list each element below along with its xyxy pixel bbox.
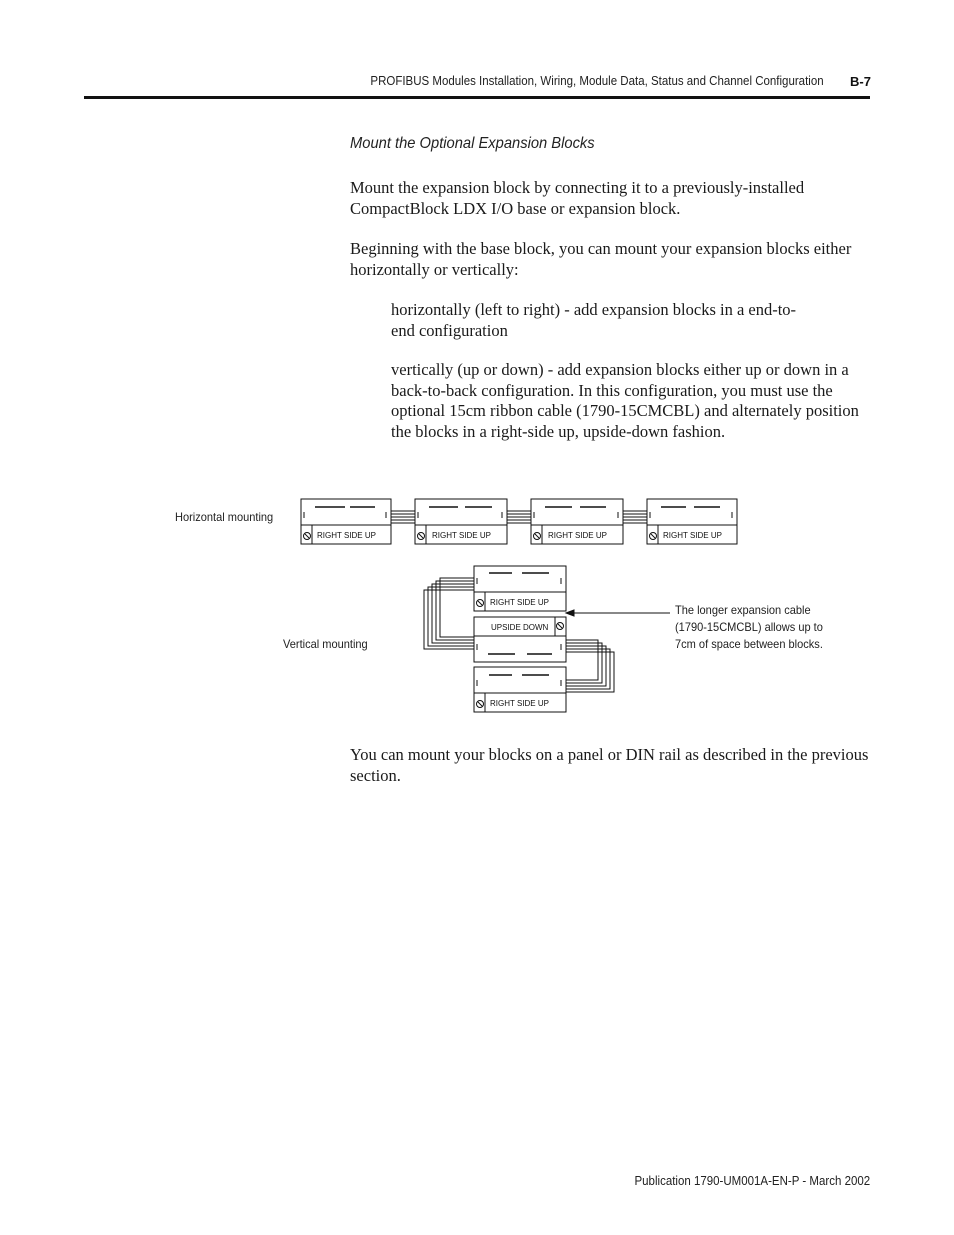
ribbon-cable-right (566, 640, 614, 692)
paragraph-panel-din: You can mount your blocks on a panel or DIN rail as described in the previous section. (350, 745, 869, 785)
ribbon-connector (391, 511, 415, 523)
page-number: B-7 (850, 74, 871, 89)
bullet-vertical: vertically (up or down) - add expansion blocks either up or down in a back-to-back configuration. In this configuration, you must use the optional 15cm ribbon cable (1790-15CMCBL) and alternately position the blocks in a right-side up, upside-down fashion. (391, 360, 859, 441)
publication-footer: Publication 1790-UM001A-EN-P - March 2002 (634, 1174, 870, 1188)
section-title: Mount the Optional Expansion Blocks (350, 135, 595, 152)
callout-arrow (566, 610, 670, 616)
vertical-mounting-label: Vertical mounting (283, 637, 368, 651)
block-label: RIGHT SIDE UP (490, 598, 549, 607)
ribbon-cable-left (424, 578, 474, 649)
block-label: UPSIDE DOWN (491, 623, 549, 632)
running-header: PROFIBUS Modules Installation, Wiring, Module Data, Status and Channel Configuration (370, 74, 824, 88)
block-label: RIGHT SIDE UP (663, 531, 722, 540)
ribbon-connector (507, 511, 531, 523)
ribbon-connector (623, 511, 647, 523)
callout-line: (1790-15CMCBL) allows up to (675, 620, 823, 634)
paragraph-orientation: Beginning with the base block, you can mount your expansion blocks either horizontally or vertically: (350, 239, 852, 279)
bullet-horizontal: horizontally (left to right) - add expansion blocks in a end-to-end configuration (391, 300, 797, 340)
block-label: RIGHT SIDE UP (490, 699, 549, 708)
callout-line: 7cm of space between blocks. (675, 637, 823, 651)
paragraph-intro: Mount the expansion block by connecting it to a previously-installed CompactBlock LDX I/O base or expansion block. (350, 178, 805, 218)
horizontal-mounting-label: Horizontal mounting (175, 510, 274, 524)
callout-line: The longer expansion cable (675, 603, 811, 617)
block-label: RIGHT SIDE UP (432, 531, 491, 540)
block-label: RIGHT SIDE UP (548, 531, 607, 540)
vertical-stack (424, 566, 670, 712)
block-label: RIGHT SIDE UP (317, 531, 376, 540)
